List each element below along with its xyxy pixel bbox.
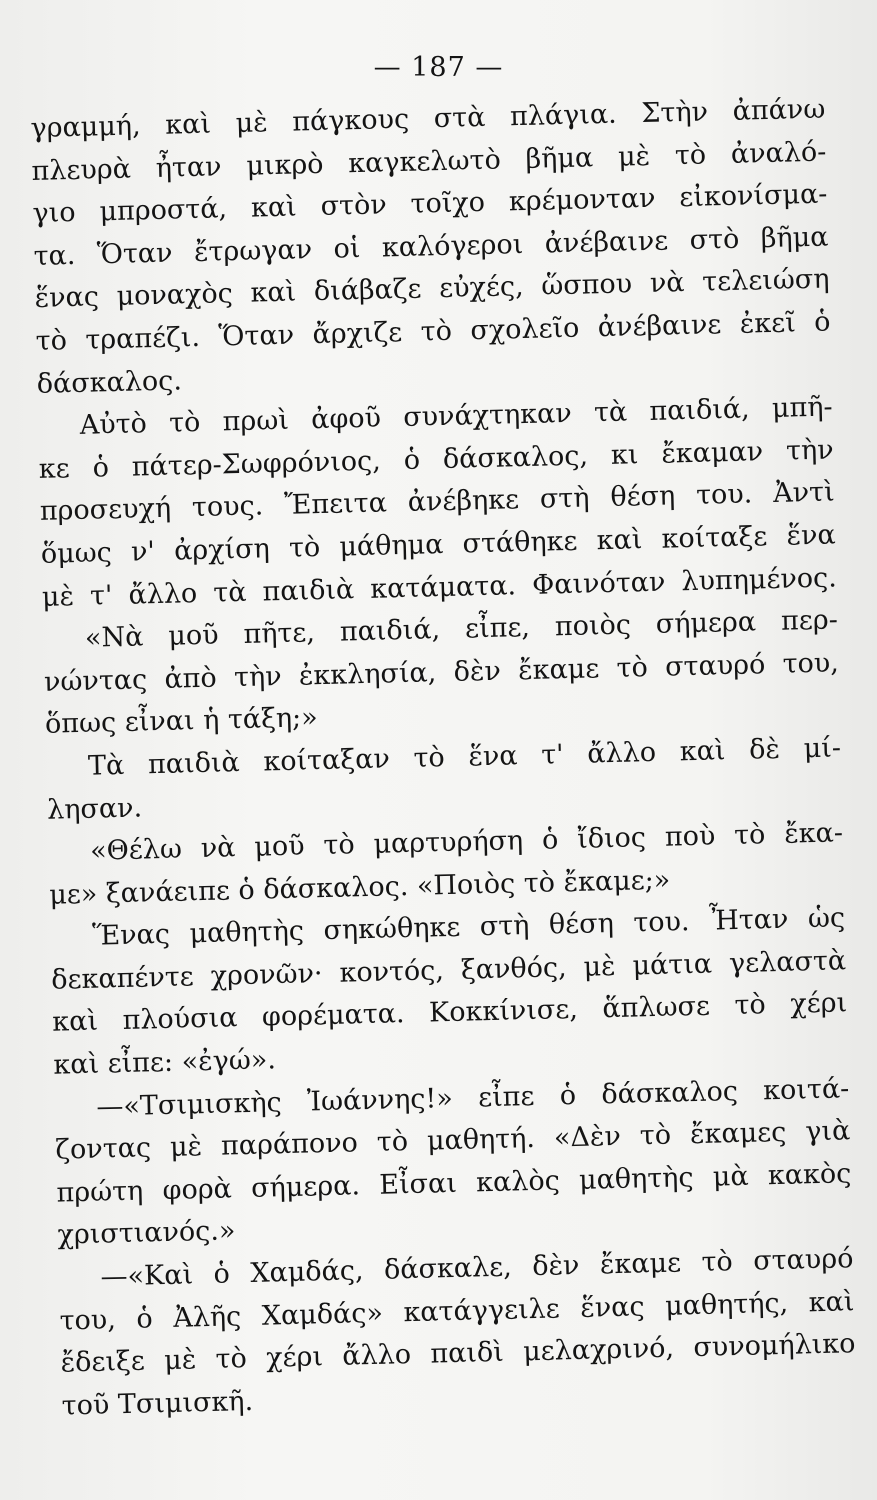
- text-line: «Θέλω νὰ μοῦ τὸ μαρτυρήση ὁ ἴδιος ποὺ τὸ ἔκα-: [89, 817, 844, 867]
- text-line: ζοντας μὲ παράπονο τὸ μαθητή. «Δὲν τὸ ἔκαμες γιὰ: [55, 1115, 851, 1166]
- text-line: τοῦ Τσιμισκῆ.: [61, 1385, 254, 1422]
- body-text: [30, 89, 857, 1428]
- text-line: λησαν.: [46, 791, 143, 826]
- page-number: — 187 —: [373, 52, 504, 83]
- text-line: ὅμως ν' ἀρχίση τὸ μάθημα στάθηκε καὶ κοίταξε ἕνα: [40, 519, 837, 570]
- text-line: καὶ εἶπε: «ἐγώ».: [53, 1044, 277, 1081]
- text-line: «Νὰ μοῦ πῆτε, παιδιά, εἶπε, ποιὸς σήμερα περ-: [84, 604, 839, 654]
- text-line: πλευρὰ ἦταν μικρὸ καγκελωτὸ βῆμα μὲ τὸ ἀναλό-: [31, 136, 827, 187]
- text-line: δάσκαλος.: [36, 364, 183, 400]
- text-line: ὅπως εἶναι ἡ τάξη;»: [44, 702, 319, 741]
- text-line: κε ὁ πάτερ-Σωφρόνιος, ὁ δάσκαλος, κι ἔκαμαν τὴν: [38, 434, 834, 485]
- text-line: Ἕνας μαθητὴς σηκώθηκε στὴ θέση του. Ἦταν ὡς: [91, 902, 846, 953]
- text-line: τὸ τραπέζι. Ὅταν ἄρχιζε τὸ σχολεῖο ἀνέβαινε ἐκεῖ ὁ: [35, 306, 831, 357]
- text-line: δεκαπέντε χρονῶν· κοντός, ξανθός, μὲ μάτια γελαστὰ: [50, 945, 847, 996]
- text-line: ἔδειξε μὲ τὸ χέρι ἄλλο παιδὶ μελαχρινό, συνομήλικο: [60, 1328, 856, 1379]
- text-line: πρώτη φορὰ σήμερα. Εἶσαι καλὸς μαθητὴς μὰ κακὸς: [56, 1158, 852, 1209]
- text-line: τα. Ὅταν ἔτρωγαν οἱ καλόγεροι ἀνέβαινε στὸ βῆμα: [33, 221, 829, 272]
- text-line: ἕνας μοναχὸς καὶ διάβαζε εὐχές, ὥσπου νὰ τελειώση: [34, 263, 830, 315]
- text-line: —«Καὶ ὁ Χαμδάς, δάσκαλε, δὲν ἔκαμε τὸ σταυρό: [100, 1243, 854, 1293]
- text-line: προσευχή τους. Ἔπειτα ἀνέβηκε στὴ θέση του. Ἀντὶ: [39, 476, 836, 528]
- text-line: καὶ πλούσια φορέματα. Κοκκίνισε, ἅπλωσε τὸ χέρι: [51, 987, 848, 1039]
- text-line: Τὰ παιδιὰ κοίταξαν τὸ ἕνα τ' ἄλλο καὶ δὲ μί-: [87, 732, 842, 782]
- text-line: Αὐτὸ τὸ πρωὶ ἀφοῦ συνάχτηκαν τὰ παιδιά, μπῆ-: [79, 391, 833, 442]
- text-line: χριστιανός.»: [57, 1215, 236, 1252]
- text-line: νώντας ἀπὸ τὴν ἐκκλησία, δὲν ἔκαμε τὸ σταυρό του,: [43, 647, 840, 698]
- text-line: του, ὁ Ἀλῆς Χαμδάς» κατάγγειλε ἕνας μαθητής, καὶ: [59, 1285, 855, 1337]
- text-line: γιο μπροστά, καὶ στὸν τοῖχο κρέμονταν εἰκονίσμα-: [32, 178, 828, 230]
- text-line: γραμμή, καὶ μὲ πάγκους στὰ πλάγια. Στὴν ἀπάνω: [30, 93, 826, 144]
- text-line: με» ξανάειπε ὁ δάσκαλος. «Ποιὸς τὸ ἔκαμε;»: [48, 864, 671, 911]
- text-line: μὲ τ' ἄλλο τὰ παιδιὰ κατάματα. Φαινόταν λυπημένος.: [41, 561, 838, 613]
- text-line: —«Τσιμισκὴς Ἰωάννης!» εἶπε ὁ δάσκαλος κοιτά-: [96, 1072, 850, 1123]
